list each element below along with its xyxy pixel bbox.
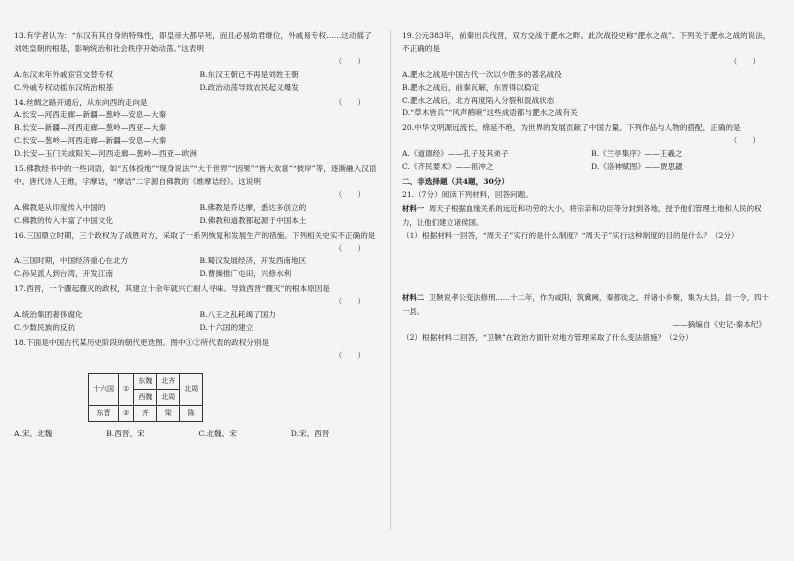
options (14, 428, 379, 441)
material-2 (402, 291, 774, 319)
options (14, 109, 379, 161)
material-2-text: 卫鞅说孝公变法修刑……十二年，作为咸阳，筑冀阙，秦都徙之。并诸小乡聚，集为大县，县一令，四十一县。 (402, 292, 769, 316)
right-column (402, 30, 774, 347)
option-d[interactable]: D.宋、西晋 (290, 428, 330, 438)
material-1 (402, 202, 774, 230)
option-c[interactable]: C.北魏、宋 (198, 428, 237, 438)
option-d[interactable]: D.政治动荡导致农民起义爆发 (199, 82, 299, 92)
question-16 (14, 230, 379, 282)
option-d[interactable]: D.《洛神赋图》——贾思勰 (591, 162, 683, 172)
option-c[interactable]: C.佛教的传入丰富了中国文化 (14, 215, 114, 225)
left-column (14, 30, 379, 443)
option-d[interactable]: D.十六国的建立 (199, 322, 254, 332)
option-d[interactable]: D.曹操推广屯田，兴修水利 (199, 269, 292, 279)
option-a[interactable]: A.东汉末年外戚宦官交替专权 (14, 69, 114, 79)
question-18-text: 18.下面是中国古代某历史阶段的朝代更迭图。图中①②所代表的政权分别是 (14, 337, 270, 347)
question-14 (14, 97, 379, 162)
option-b[interactable]: B.长安—新疆—河西走廊—葱岭—西亚—大秦 (14, 123, 167, 133)
cell-liang: 梁 (157, 405, 180, 421)
section-heading: 二、非选择题（共4题，30分） (402, 176, 509, 186)
question-20-text: 20.中华文明源远流长，绵延不绝，为世界的发展贡献了中国力量。下列作品与人物的搭配，正确的是 (402, 123, 741, 133)
cell-chen: 陈 (180, 405, 203, 421)
sub-question-1: （1）根据材料一回答，“周天子”实行的是什么制度？“周天子”实行这种制度的目的是什么？（2分） (402, 230, 739, 240)
cell-north-zhou-2: 北周 (157, 389, 180, 405)
question-13 (14, 30, 379, 95)
option-b[interactable]: B.淝水之战后，前秦瓦解，东晋得以稳定 (402, 82, 540, 92)
options (14, 69, 379, 95)
answer-paren[interactable]: （ ） (334, 56, 365, 66)
question-20 (402, 122, 774, 174)
answer-space-1[interactable] (402, 243, 774, 291)
cell-north-qi: 北齐 (157, 373, 180, 389)
dynasty-table (88, 373, 203, 422)
option-c[interactable]: C.孙吴派人到台湾，开发江南 (14, 269, 114, 279)
answer-paren[interactable]: （ ） (729, 56, 760, 66)
cell-east-jin: 东晋 (89, 405, 119, 421)
options (14, 255, 379, 281)
option-d[interactable]: D.“草木皆兵”“风声鹤唳”这些成语都与淝水之战有关 (402, 108, 578, 118)
question-21 (402, 189, 774, 345)
option-b[interactable]: B.西晋、宋 (106, 428, 145, 438)
option-b[interactable]: B.佛教是乔达摩，悉达多创立的 (199, 202, 307, 212)
option-a[interactable]: A.统治集团奢侈腐化 (14, 310, 83, 320)
answer-paren[interactable]: （ ） (334, 189, 365, 199)
option-b[interactable]: B.《兰亭集序》——王羲之 (591, 149, 683, 159)
question-15 (14, 163, 379, 228)
option-a[interactable]: A.宋、北魏 (14, 428, 53, 438)
question-13-text: 13.有学者认为：“东汉有其自身的特殊性，即皇帝大都早死，而且必易幼君继位，外戚易专权……这动摇了刘姓皇朝的根基，影响统治和社会秩序开始动荡。”这表明 (14, 31, 372, 53)
option-c[interactable]: C.少数民族的反抗 (14, 322, 76, 332)
cell-blank-2: ② (119, 405, 134, 421)
answer-paren[interactable]: （ ） (729, 136, 760, 146)
option-c[interactable]: C.《齐民要术》——祖冲之 (402, 162, 494, 172)
answer-paren[interactable]: （ ） (334, 297, 365, 307)
material-1-label: 材料一 (402, 203, 425, 213)
option-a[interactable]: A.佛教是从印度传入中国的 (14, 202, 106, 212)
answer-paren[interactable]: （ ） (334, 243, 365, 253)
options (14, 202, 379, 228)
option-a[interactable]: A.《道德经》——孔子及其弟子 (402, 149, 509, 159)
question-17 (14, 283, 379, 335)
option-a[interactable]: A.三国时期，中国经济重心在北方 (14, 256, 129, 266)
question-19 (402, 30, 774, 120)
option-d[interactable]: D.长安—玉门关或阳关—河西走廊—葱岭—西亚—欧洲 (14, 149, 197, 159)
options (14, 309, 379, 335)
options (402, 148, 774, 174)
cell-qi: 齐 (134, 405, 157, 421)
option-a[interactable]: A.长安—河西走廊—新疆—葱岭—安息—大秦 (14, 110, 167, 120)
option-b[interactable]: B.蜀汉发展经济，开发西南地区 (199, 256, 307, 266)
cell-west-wei: 西魏 (134, 389, 157, 405)
question-18 (14, 337, 379, 441)
question-17-text: 17.西晋，一个骤起骤灭的政权，其建立十余年就兴亡耐人寻味。导致西晋“骤灭”的根本原因是 (14, 284, 330, 294)
option-c[interactable]: C.淝水之战后，北方再度陷入分裂和混战状态 (402, 95, 555, 105)
answer-paren[interactable]: （ ） (334, 97, 365, 107)
question-15-text: 15.佛教经书中的一些词语，如“五体投地”“现身说法”“大千世界”“因果”“皆大欢喜”“彼岸”等，逐渐融入汉语中。唐代诗人王维，字摩诘，“摩诘”二字源自佛教的《维摩诘经》。这说明 (14, 164, 377, 186)
column-divider (390, 30, 391, 530)
option-b[interactable]: B.东汉王朝已不再是刘姓王朝 (199, 69, 299, 79)
option-a[interactable]: A.淝水之战是中国古代一次以少胜多的著名战役 (402, 69, 562, 79)
question-19-text: 19.公元383年，前秦出兵伐晋，双方交战于淝水之畔。此次战役史称“淝水之战”。下列关于淝水之战的说法，不正确的是 (402, 31, 771, 53)
question-21-intro: 21.（7分）阅读下列材料，回答问题。 (402, 189, 533, 199)
cell-sixteen-kingdoms: 十六国 (89, 373, 119, 405)
answer-paren[interactable]: （ ） (334, 350, 365, 360)
options (402, 69, 774, 121)
cell-blank-1: ① (119, 373, 134, 405)
option-c[interactable]: C.长安—葱岭—河西走廊—新疆—安息—大秦 (14, 136, 167, 146)
material-2-source: ——摘编自《史记·秦本纪》 (672, 319, 766, 329)
question-14-text: 14.丝绸之路开通后，从东向西的走向是 (14, 97, 148, 107)
cell-east-wei: 东魏 (134, 373, 157, 389)
sub-question-2: （2）根据材料二回答，“卫鞅”在政治方面针对地方管理采取了什么变法措施？（2分） (402, 332, 693, 342)
option-b[interactable]: B.八王之乱耗竭了国力 (199, 310, 276, 320)
cell-north-zhou: 北周 (180, 373, 203, 405)
option-d[interactable]: D.佛教和道教都起源于中国本土 (199, 215, 307, 225)
material-2-label: 材料二 (402, 292, 425, 302)
option-c[interactable]: C.外戚专权动摇东汉统治根基 (14, 82, 114, 92)
material-1-text: 周天子根据血缘关系的远近和功劳的大小，将宗亲和功臣等分封到各地，授予他们管理土地和人民的权力，让他们建立诸侯国。 (402, 203, 762, 227)
question-16-text: 16.三国鼎立时期，三个政权为了战胜对方，采取了一系列恢复和发展生产的措施。下列相关史实不正确的是 (14, 230, 376, 240)
